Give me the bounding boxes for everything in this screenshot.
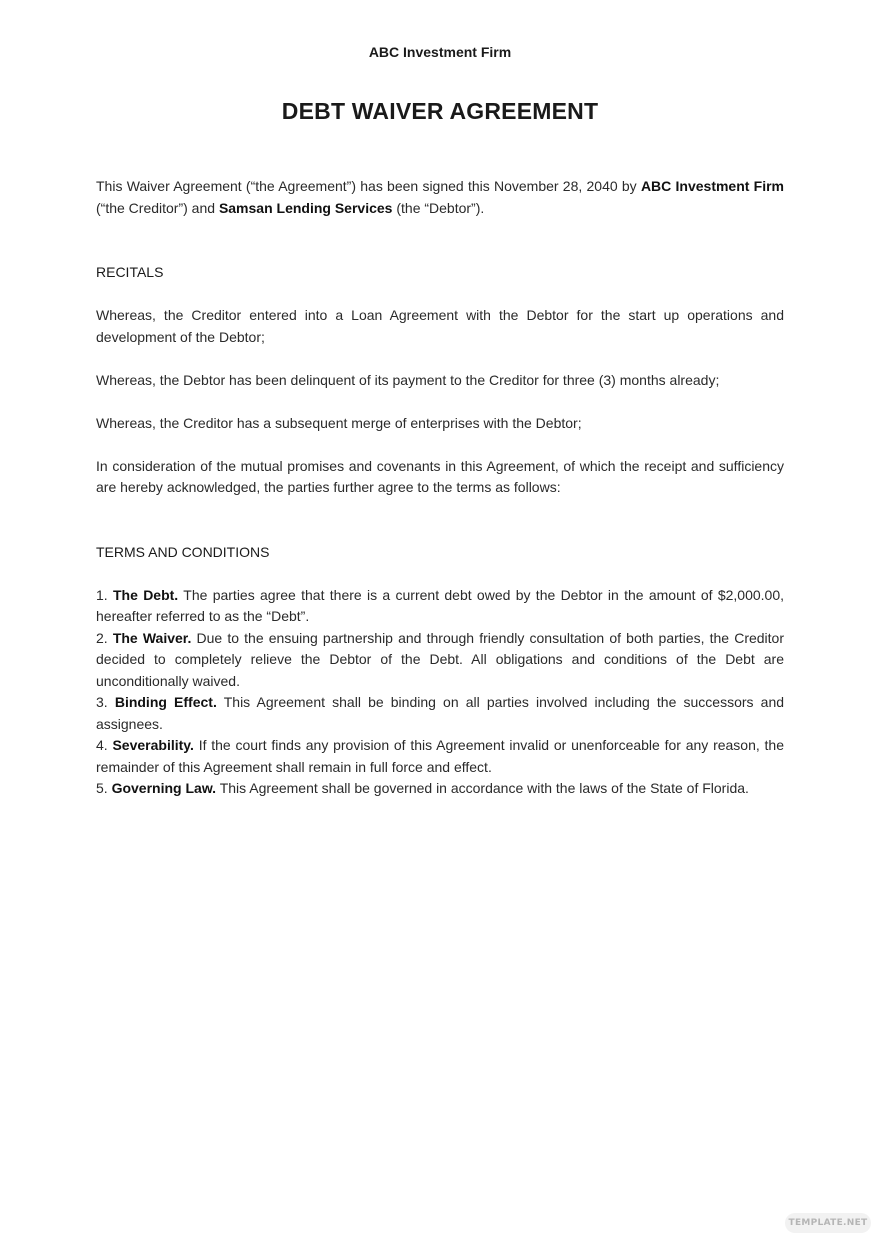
terms-list [96, 585, 784, 800]
term-text: The parties agree that there is a current debt owed by the Debtor in the amount of $2,000.00, hereafter referred to as the “Debt”. [96, 586, 785, 624]
document-title: DEBT WAIVER AGREEMENT [281, 98, 599, 124]
intro-text-1: This Waiver Agreement (“the Agreement”) has been signed this November 28, 2040 by [96, 178, 641, 194]
term-number: 2. [96, 629, 108, 646]
term-number: 3. [96, 694, 108, 710]
recital-paragraph: Whereas, the Creditor has a subsequent merge of enterprises with the Debtor; [96, 414, 582, 431]
template-net-watermark: TEMPLATE.NET [785, 1213, 871, 1233]
intro-text-3: (the “Debtor”). [392, 199, 485, 216]
creditor-name: ABC Investment Firm [640, 178, 785, 194]
term-item [96, 735, 784, 778]
term-item [96, 692, 784, 735]
term-text: If the court finds any provision of this Agreement invalid or unenforceable for any reason, the remainder of this Agreement shall remain in full force and effect. [96, 737, 785, 775]
term-title: The Debt. [113, 586, 179, 603]
term-title: Binding Effect. [114, 694, 217, 710]
term-number: 4. [96, 737, 108, 753]
recital-paragraph: Whereas, the Debtor has been delinquent of its payment to the Creditor for three (3) months already; [96, 371, 720, 388]
debtor-name: Samsan Lending Services [218, 199, 393, 216]
term-text: Due to the ensuing partnership and through friendly consultation of both parties, the Creditor decided to completely relieve the Debtor of the Debt. All obligations and conditions of the Debt are unconditionally waived. [96, 629, 784, 689]
term-item [96, 778, 784, 800]
term-item [96, 585, 784, 628]
terms-heading: TERMS AND CONDITIONS [96, 543, 270, 560]
term-text: This Agreement shall be governed in accordance with the laws of the State of Florida. [219, 780, 749, 796]
recitals-heading: RECITALS [96, 264, 164, 280]
term-number: 1. [96, 586, 108, 603]
intro-text-2: (“the Creditor”) and [96, 199, 219, 216]
recital-paragraph: Whereas, the Creditor entered into a Loan Agreement with the Debtor for the start up operations and development of the Debtor; [96, 307, 784, 345]
intro-paragraph [96, 176, 784, 219]
term-title: The Waiver. [112, 629, 192, 646]
term-title: Severability. [112, 737, 194, 753]
recital-paragraph: In consideration of the mutual promises and covenants in this Agreement, of which the receipt and sufficiency are hereby acknowledged, the parties further agree to the terms as follows: [96, 457, 784, 495]
term-text: This Agreement shall be binding on all parties involved including the successors and assignees. [96, 694, 785, 732]
term-item [96, 628, 784, 693]
firm-name-header: ABC Investment Firm [368, 44, 512, 60]
term-title: Governing Law. [111, 780, 217, 796]
term-number: 5. [96, 780, 108, 796]
document-body [96, 176, 784, 800]
